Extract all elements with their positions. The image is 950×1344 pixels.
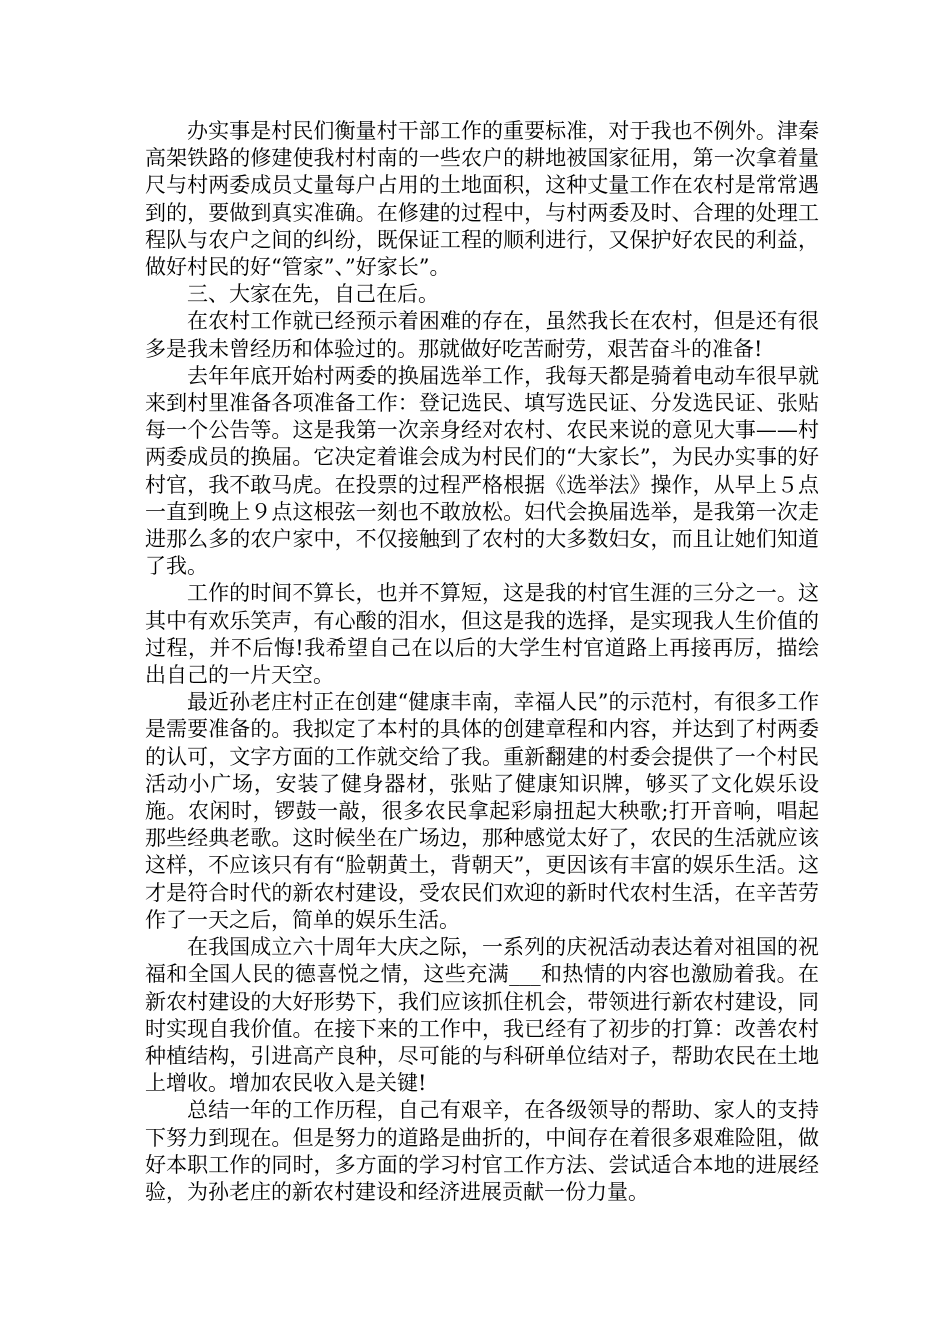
paragraph-7: 在我国成立六十周年大庆之际，一系列的庆祝活动表达着对祖国的祝福和全国人民的德喜悦之情，这些充满___和热情的内容也激励着我。在新农村建设的大好形势下，我们应该抓住机会，带领进行新农村建设，同时实现自我价值。在接下来的工作中，我已经有了初步的打算：改善农村种植结构，引进高产良种，尽可能的与科研单位结对子，帮助农民在土地上增收。增加农民收入是关键!: [145, 935, 819, 1096]
paragraph-1: 办实事是村民们衡量村干部工作的重要标准，对于我也不例外。津秦高架铁路的修建使我村村南的一些农户的耕地被国家征用，第一次拿着量尺与村两委成员丈量每户占用的土地面积，这种丈量工作在农村是常常遇到的，要做到真实准确。在修建的过程中，与村两委及时、合理的处理工程队与农户之间的纠纷，既保证工程的顺利进行，又保护好农民的利益，做好村民的好“管家”、”好家长”。: [145, 119, 819, 280]
paragraph-3: 在农村工作就已经预示着困难的存在，虽然我长在农村，但是还有很多是我未曾经历和体验过的。那就做好吃苦耐劳，艰苦奋斗的准备!: [145, 309, 819, 361]
document-page: [145, 118, 819, 1206]
paragraph-6: 最近孙老庄村正在创建“健康丰南，幸福人民”的示范村，有很多工作是需要准备的。我拟定了本村的具体的创建章程和内容，并达到了村两委的认可，文字方面的工作就交给了我。重新翻建的村委会提供了一个村民活动小广场，安装了健身器材，张贴了健康知识牌，够买了文化娱乐设施。农闲时，锣鼓一敲，很多农民拿起彩扇扭起大秧歌;打开音响，唱起那些经典老歌。这时候坐在广场边，那种感觉太好了，农民的生活就应该这样，不应该只有有“脸朝黄土，背朝天”，更因该有丰富的娱乐生活。这才是符合时代的新农村建设，受农民们欢迎的新时代农村生活，在辛苦劳作了一天之后，简单的娱乐生活。: [145, 690, 819, 932]
paragraph-8: 总结一年的工作历程，自己有艰辛，在各级领导的帮助、家人的支持下努力到现在。但是努力的道路是曲折的，中间存在着很多艰难险阻，做好本职工作的同时，多方面的学习村官工作方法、尝试适合本地的进展经验，为孙老庄的新农村建设和经济进展贡献一份力量。: [145, 1098, 819, 1204]
paragraph-4: 去年年底开始村两委的换届选举工作，我每天都是骑着电动车很早就来到村里准备各项准备工作：登记选民、填写选民证、分发选民证、张贴每一个公告等。这是我第一次亲身经对农村、农民来说的意见大事——村两委成员的换届。它决定着谁会成为村民们的“大家长”，为民办实事的好村官，我不敢马虎。在投票的过程严格根据《选举法》操作，从早上５点一直到晚上９点这根弦一刻也不敢放松。妇代会换届选举，是我第一次走进那么多的农户家中，不仅接触到了农村的大多数妇女，而且让她们知道了我。: [145, 363, 819, 579]
paragraph-5: 工作的时间不算长，也并不算短，这是我的村官生涯的三分之一。这其中有欢乐笑声，有心酸的泪水，但这是我的选择，是实现我人生价值的过程，并不后悔!我希望自己在以后的大学生村官道路上再接再厉，描绘出自己的一片天空。: [145, 581, 819, 688]
paragraph-2-section-heading: 三、大家在先，自己在后。: [187, 282, 439, 307]
